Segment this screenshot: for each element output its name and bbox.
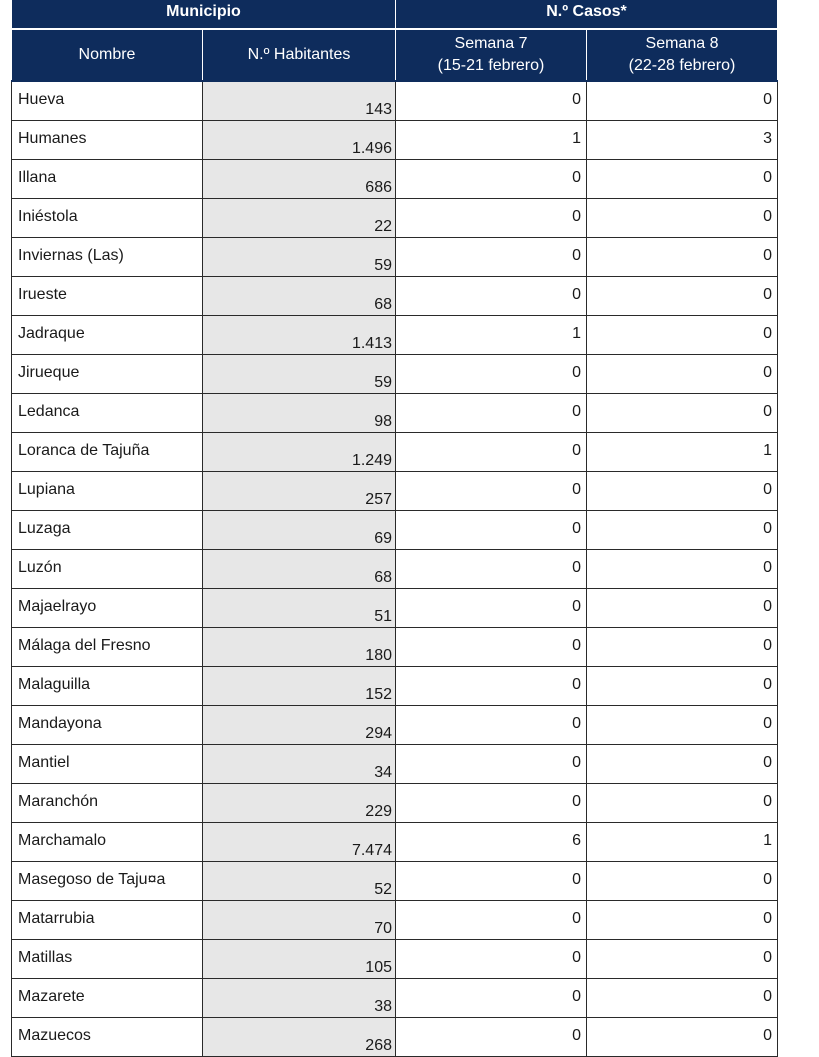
semana7-cases-cell: 0 xyxy=(396,745,587,784)
semana8-cases-cell: 0 xyxy=(587,784,778,823)
table-row xyxy=(12,355,778,394)
semana8-cases-cell: 0 xyxy=(587,745,778,784)
semana7-cases-cell: 1 xyxy=(396,316,587,355)
semana7-cases-cell: 0 xyxy=(396,433,587,472)
habitantes-cell: 59 xyxy=(203,355,396,394)
table-row xyxy=(12,394,778,433)
semana7-cases-cell: 0 xyxy=(396,355,587,394)
table-row xyxy=(12,199,778,238)
habitantes-cell: 294 xyxy=(203,706,396,745)
semana7-cases-cell: 0 xyxy=(396,238,587,277)
table-row xyxy=(12,238,778,277)
table-row xyxy=(12,472,778,511)
habitantes-cell: 98 xyxy=(203,394,396,433)
municipio-name-cell: Iniéstola xyxy=(12,199,203,238)
table-row xyxy=(12,628,778,667)
semana8-cases-cell: 0 xyxy=(587,316,778,355)
semana8-cases-cell: 0 xyxy=(587,355,778,394)
table-row xyxy=(12,160,778,199)
table-row xyxy=(12,121,778,160)
semana7-cases-cell: 0 xyxy=(396,394,587,433)
semana8-cases-cell: 0 xyxy=(587,394,778,433)
table-row xyxy=(12,901,778,940)
municipio-name-cell: Mandayona xyxy=(12,706,203,745)
municipio-name-cell: Malaguilla xyxy=(12,667,203,706)
table-row xyxy=(12,706,778,745)
semana8-column-header xyxy=(587,29,778,81)
municipio-name-cell: Marchamalo xyxy=(12,823,203,862)
municipio-name-cell: Luzón xyxy=(12,550,203,589)
semana8-cases-cell: 0 xyxy=(587,199,778,238)
habitantes-cell: 229 xyxy=(203,784,396,823)
semana8-cases-cell: 3 xyxy=(587,121,778,160)
municipio-name-cell: Humanes xyxy=(12,121,203,160)
semana8-cases-cell: 0 xyxy=(587,979,778,1018)
semana7-cases-cell: 0 xyxy=(396,862,587,901)
semana7-title: Semana 7 xyxy=(454,35,528,52)
habitantes-cell: 38 xyxy=(203,979,396,1018)
table-row xyxy=(12,316,778,355)
semana7-cases-cell: 0 xyxy=(396,940,587,979)
habitantes-cell: 22 xyxy=(203,199,396,238)
semana8-cases-cell: 0 xyxy=(587,511,778,550)
habitantes-cell: 59 xyxy=(203,238,396,277)
table-row xyxy=(12,862,778,901)
municipio-name-cell: Illana xyxy=(12,160,203,199)
table-body xyxy=(12,81,778,1057)
municipio-name-cell: Hueva xyxy=(12,81,203,121)
casos-group-header: N.º Casos* xyxy=(396,0,778,29)
habitantes-cell: 69 xyxy=(203,511,396,550)
habitantes-cell: 257 xyxy=(203,472,396,511)
municipio-name-cell: Ledanca xyxy=(12,394,203,433)
habitantes-cell: 152 xyxy=(203,667,396,706)
semana7-cases-cell: 0 xyxy=(396,784,587,823)
semana7-column-header xyxy=(396,29,587,81)
semana8-cases-cell: 0 xyxy=(587,706,778,745)
municipio-name-cell: Irueste xyxy=(12,277,203,316)
semana8-cases-cell: 0 xyxy=(587,472,778,511)
habitantes-cell: 268 xyxy=(203,1018,396,1057)
habitantes-cell: 1.413 xyxy=(203,316,396,355)
semana8-dates: (22-28 febrero) xyxy=(628,57,736,74)
semana7-cases-cell: 0 xyxy=(396,199,587,238)
table-row xyxy=(12,550,778,589)
semana7-cases-cell: 0 xyxy=(396,511,587,550)
semana8-cases-cell: 0 xyxy=(587,550,778,589)
semana8-cases-cell: 0 xyxy=(587,901,778,940)
semana7-dates: (15-21 febrero) xyxy=(437,57,545,74)
semana7-cases-cell: 0 xyxy=(396,550,587,589)
municipio-name-cell: Mazarete xyxy=(12,979,203,1018)
table-row xyxy=(12,979,778,1018)
header-group-row xyxy=(12,0,778,29)
table-row xyxy=(12,940,778,979)
habitantes-cell: 70 xyxy=(203,901,396,940)
habitantes-cell: 34 xyxy=(203,745,396,784)
habitantes-cell: 1.496 xyxy=(203,121,396,160)
municipio-name-cell: Matarrubia xyxy=(12,901,203,940)
semana7-cases-cell: 0 xyxy=(396,81,587,121)
municipio-name-cell: Mantiel xyxy=(12,745,203,784)
habitantes-cell: 52 xyxy=(203,862,396,901)
semana8-cases-cell: 1 xyxy=(587,823,778,862)
semana8-cases-cell: 1 xyxy=(587,433,778,472)
municipio-name-cell: Jirueque xyxy=(12,355,203,394)
habitantes-cell: 7.474 xyxy=(203,823,396,862)
table-row xyxy=(12,1018,778,1057)
semana7-cases-cell: 6 xyxy=(396,823,587,862)
municipio-name-cell: Majaelrayo xyxy=(12,589,203,628)
semana8-cases-cell: 0 xyxy=(587,277,778,316)
municipio-name-cell: Lupiana xyxy=(12,472,203,511)
habitantes-cell: 105 xyxy=(203,940,396,979)
municipio-name-cell: Luzaga xyxy=(12,511,203,550)
table-row xyxy=(12,81,778,121)
semana7-cases-cell: 0 xyxy=(396,589,587,628)
header-column-row xyxy=(12,29,778,81)
habitantes-cell: 686 xyxy=(203,160,396,199)
semana7-cases-cell: 0 xyxy=(396,160,587,199)
table-row xyxy=(12,823,778,862)
semana8-cases-cell: 0 xyxy=(587,940,778,979)
table-row xyxy=(12,745,778,784)
semana8-cases-cell: 0 xyxy=(587,160,778,199)
table-row xyxy=(12,511,778,550)
nombre-column-header: Nombre xyxy=(12,29,203,81)
municipio-name-cell: Matillas xyxy=(12,940,203,979)
semana7-cases-cell: 0 xyxy=(396,1018,587,1057)
semana7-cases-cell: 0 xyxy=(396,628,587,667)
habitantes-cell: 1.249 xyxy=(203,433,396,472)
municipio-name-cell: Inviernas (Las) xyxy=(12,238,203,277)
municipio-name-cell: Málaga del Fresno xyxy=(12,628,203,667)
semana8-cases-cell: 0 xyxy=(587,1018,778,1057)
semana7-cases-cell: 1 xyxy=(396,121,587,160)
semana8-title: Semana 8 xyxy=(645,35,719,52)
semana7-cases-cell: 0 xyxy=(396,706,587,745)
semana8-cases-cell: 0 xyxy=(587,238,778,277)
municipio-name-cell: Maranchón xyxy=(12,784,203,823)
semana7-cases-cell: 0 xyxy=(396,667,587,706)
habitantes-cell: 68 xyxy=(203,550,396,589)
table-row xyxy=(12,589,778,628)
table-row xyxy=(12,277,778,316)
semana7-cases-cell: 0 xyxy=(396,901,587,940)
semana8-cases-cell: 0 xyxy=(587,81,778,121)
habitantes-cell: 180 xyxy=(203,628,396,667)
table-header xyxy=(12,0,778,81)
municipio-name-cell: Mazuecos xyxy=(12,1018,203,1057)
table-row xyxy=(12,433,778,472)
municipio-name-cell: Loranca de Tajuña xyxy=(12,433,203,472)
table-row xyxy=(12,667,778,706)
covid-cases-table xyxy=(11,0,778,1057)
habitantes-cell: 51 xyxy=(203,589,396,628)
semana8-cases-cell: 0 xyxy=(587,667,778,706)
semana7-cases-cell: 0 xyxy=(396,472,587,511)
semana8-cases-cell: 0 xyxy=(587,862,778,901)
semana8-cases-cell: 0 xyxy=(587,628,778,667)
table-row xyxy=(12,784,778,823)
semana7-cases-cell: 0 xyxy=(396,979,587,1018)
habitantes-cell: 143 xyxy=(203,81,396,121)
municipio-group-header: Municipio xyxy=(12,0,396,29)
semana8-cases-cell: 0 xyxy=(587,589,778,628)
semana7-cases-cell: 0 xyxy=(396,277,587,316)
habitantes-column-header: N.º Habitantes xyxy=(203,29,396,81)
municipio-name-cell: Masegoso de Taju¤a xyxy=(12,862,203,901)
municipio-name-cell: Jadraque xyxy=(12,316,203,355)
habitantes-cell: 68 xyxy=(203,277,396,316)
